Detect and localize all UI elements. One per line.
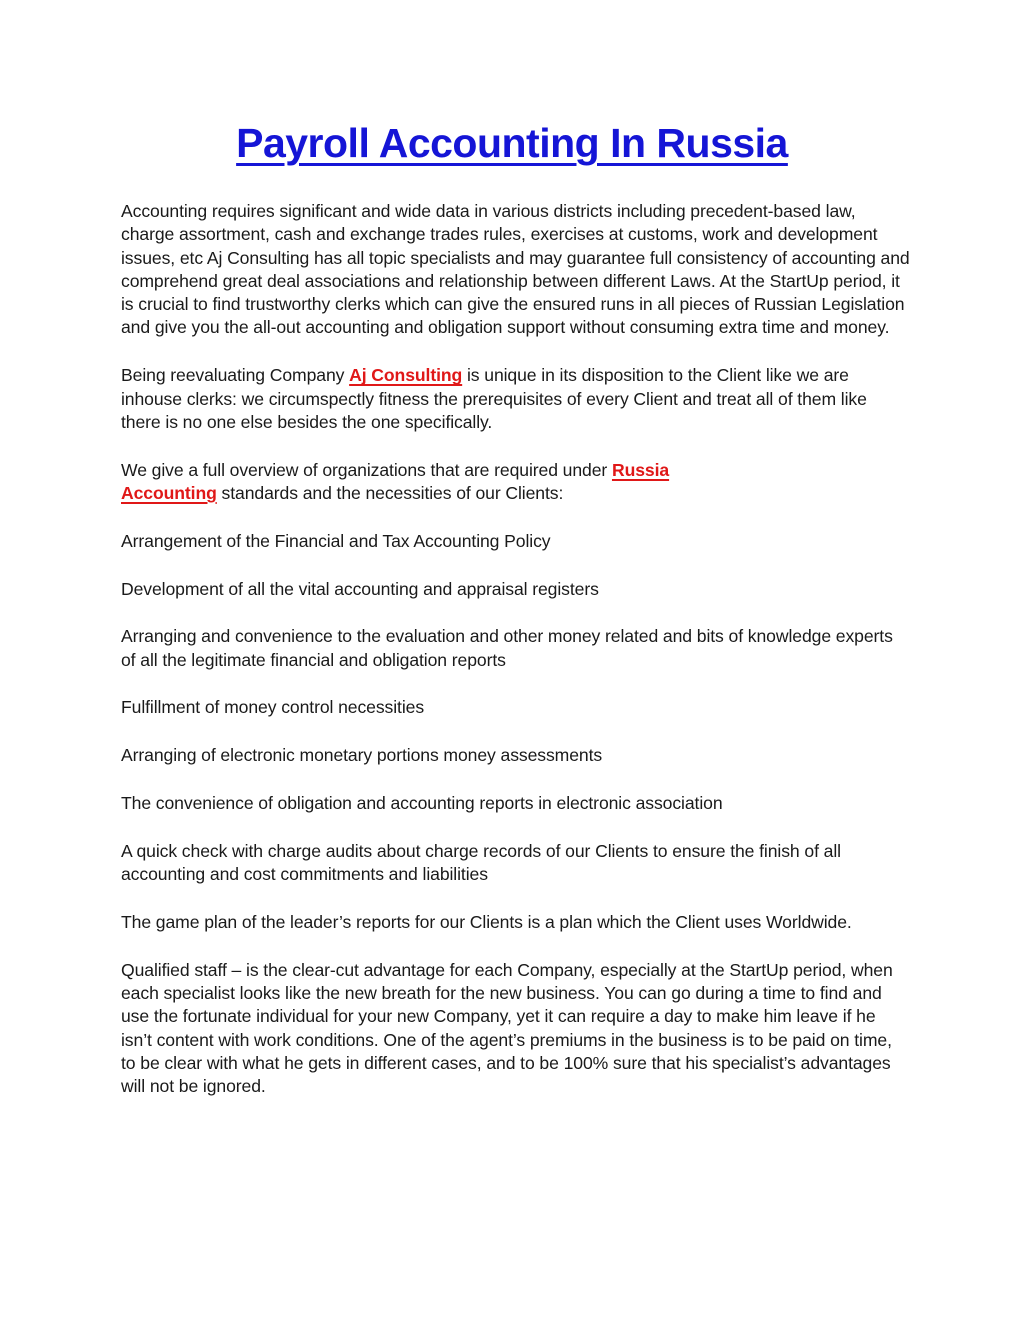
paragraph-company (121, 364, 911, 434)
service-item-7: A quick check with charge audits about charge records of our Clients to ensure the finish of all accounting and cost commitments and liabilities (121, 840, 841, 885)
paragraph-overview (121, 459, 911, 506)
service-item-6: The convenience of obligation and accounting reports in electronic association (121, 793, 723, 814)
service-item-1: Arrangement of the Financial and Tax Accounting Policy (121, 530, 551, 551)
paragraph-qualified-staff: Qualified staff – is the clear-cut advantage for each Company, especially at the StartUp period, when each specialist looks like the new breath for the new business. You can go during a time to find and use the fortunate individual for your new Company, yet it can require a day to make him leave if he isn’t content with work conditions. One of the agent’s premiums in the business is to be paid on time, to be clear with what he gets in different cases, and to be 100% sure that his specialist’s advantages will not be ignored. (121, 959, 893, 1097)
page-title-link[interactable]: Payroll Accounting In Russia (236, 120, 788, 166)
service-item-4: Fulfillment of money control necessities (121, 697, 425, 718)
paragraph-company-text-before: Being reevaluating Company (121, 365, 350, 386)
paragraph-company-text-after: is unique in its disposition to the Client like we are inhouse clerks: we circumspectly fitness the prerequisites of every Client and treat all of them like there is no one else besides the one specifically. (121, 365, 867, 432)
aj-consulting-link[interactable]: Aj Consulting (349, 365, 463, 386)
service-item-5: Arranging of electronic monetary portions money assessments (121, 745, 603, 766)
paragraph-intro: Accounting requires significant and wide data in various districts including precedent-based law, charge assortment, cash and exchange trades rules, exercises at customs, work and development issues, etc Aj Consulting has all topic specialists and may guarantee full consistency of accounting and comprehend great deal associations and relationship between different Laws. At the StartUp period, it is crucial to find trustworthy clerks which can give the ensured runs in all pieces of Russian Legislation and give you the all-out accounting and obligation support without consuming extra time and money. (121, 201, 910, 338)
russia-accounting-link-part1[interactable]: Russia (611, 459, 670, 480)
service-item-3: Arranging and convenience to the evaluation and other money related and bits of knowledge experts of all the legitimate financial and obligation reports (121, 626, 893, 670)
russia-accounting-link-part2[interactable]: Accounting (121, 482, 217, 503)
service-item-8: The game plan of the leader’s reports for our Clients is a plan which the Client uses Worldwide. (121, 911, 852, 932)
document-body (121, 200, 911, 1123)
service-item-2: Development of all the vital accounting and appraisal registers (121, 578, 599, 599)
paragraph-overview-text-before: We give a full overview of organizations that are required under (121, 459, 612, 480)
paragraph-overview-text-after: standards and the necessities of our Clients: (216, 482, 564, 503)
title-container (0, 120, 1024, 167)
